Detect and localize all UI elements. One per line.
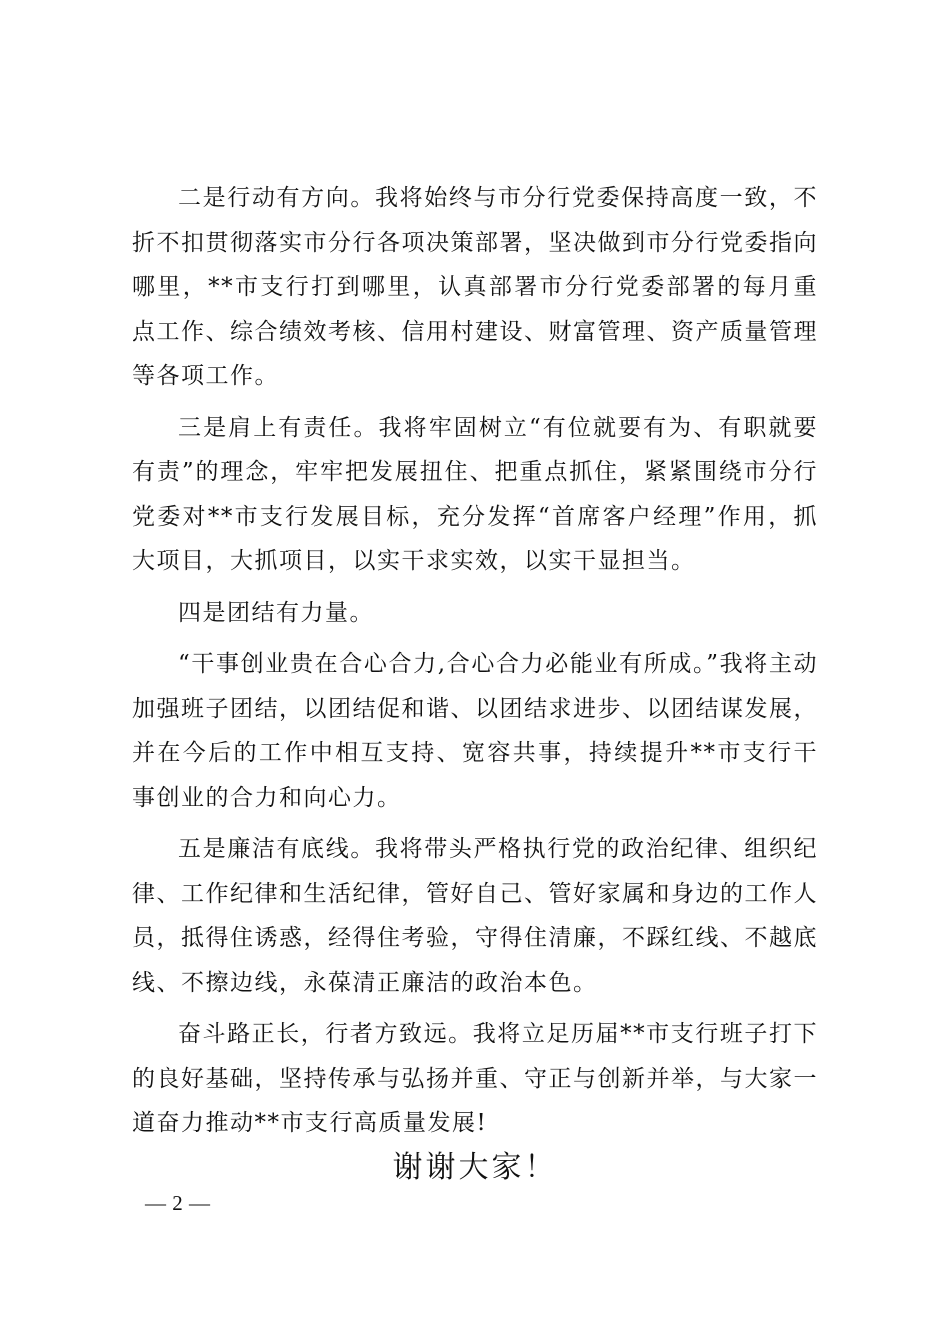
document-body — [132, 176, 818, 1153]
paragraph-responsibility: 三是肩上有责任。我将牢固树立“有位就要有为、有职就要有责”的理念，牢牢把发展扭住、把重点抓住，紧紧围绕市分行党委对**市支行发展目标，充分发挥“首席客户经理”作用，抓大项目，大抓项目，以实干求实效，以实干显担当。 — [132, 414, 818, 574]
paragraph-conclusion: 奋斗路正长，行者方致远。我将立足历届**市支行班子打下的良好基础，坚持传承与弘扬并重、守正与创新并举，与大家一道奋力推动**市支行高质量发展! — [132, 1021, 818, 1136]
paragraph-direction: 二是行动有方向。我将始终与市分行党委保持高度一致，不折不扣贯彻落实市分行各项决策部署，坚决做到市分行党委指向哪里，**市支行打到哪里，认真部署市分行党委部署的每月重点工作、综合绩效考核、信用村建设、财富管理、资产质量管理等各项工作。 — [132, 185, 818, 389]
closing-thanks: 谢谢大家！ — [392, 1150, 558, 1185]
paragraph-integrity: 五是廉洁有底线。我将带头严格执行党的政治纪律、组织纪律、工作纪律和生活纪律，管好自己、管好家属和身边的工作人员，抵得住诱惑，经得住考验，守得住清廉，不踩红线、不越底线、不擦边线，永葆清正廉洁的政治本色。 — [132, 836, 818, 996]
paragraph-unity-heading: 四是团结有力量。 — [178, 599, 374, 626]
paragraph-unity-body: “干事创业贵在合心合力,合心合力必能业有所成。”我将主动加强班子团结，以团结促和谐、以团结求进步、以团结谋发展，并在今后的工作中相互支持、宽容共事，持续提升**市支行干事创业的合力和向心力。 — [132, 651, 818, 811]
page-number: — 2 — — [145, 1191, 211, 1215]
